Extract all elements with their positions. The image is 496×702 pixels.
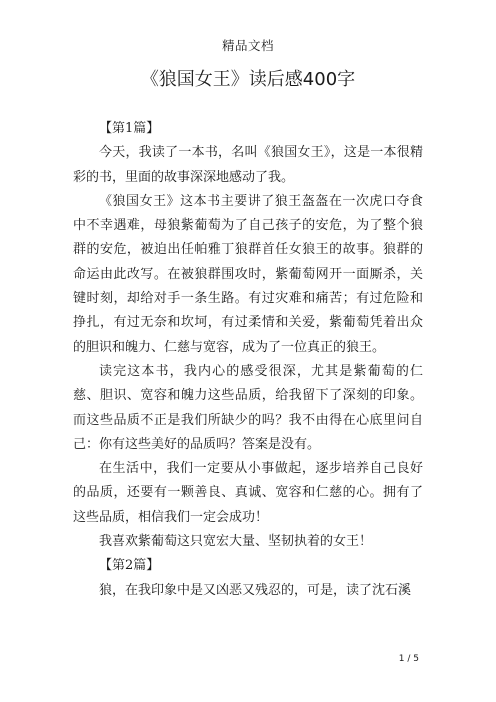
paragraph: 《狼国女王》这本书主要讲了狼王盔盔在一次虎口夺食中不幸遇难，母狼紫葡萄为了自己孩子的安危，为了整个狼群的安危，被迫出任帕雅丁狼群首任女狼王的故事。狼群的命运由此改写。在被狼群围攻时，紫葡萄网开一面厮杀，关键时刻，却给对手一条生路。有过灾难和痛苦；有过危险和挣扎，有过无奈和坎坷，有过柔情和关爱，紫葡萄凭着出众的胆识和魄力、仁慈与宽容，成为了一位真正的狼王。 bbox=[73, 193, 423, 355]
paragraph: 我喜欢紫葡萄这只宽宏大量、坚韧执着的女王！ bbox=[99, 534, 373, 550]
paragraph: 狼，在我印象中是又凶恶又残忍的，可是，读了沈石溪 bbox=[99, 582, 412, 598]
page-number: 1 / 5 bbox=[398, 654, 419, 664]
paragraph: 在生活中，我们一定要从小事做起，逐步培养自己良好的品质，还要有一颗善良、真诚、宽容和仁慈的心。拥有了这些品质，相信我们一定会成功！ bbox=[73, 461, 423, 525]
section-heading: 【第2篇】 bbox=[99, 558, 160, 574]
paragraph: 今天，我读了一本书，名叫《狼国女王》，这是一本很精彩的书，里面的故事深深地感动了我。 bbox=[73, 145, 423, 185]
header-label: 精品文档 bbox=[221, 38, 274, 53]
document-title: 《狼国女王》读后感400字 bbox=[140, 69, 356, 90]
paragraph: 读完这本书，我内心的感受很深，尤其是紫葡萄的仁慈、胆识、宽容和魄力这些品质，给我留下了深刻的印象。而这些品质不正是我们所缺少的吗？我不由得在心底里问自己：你有这些美好的品质吗？答案是没有。 bbox=[73, 363, 423, 452]
document-body bbox=[73, 117, 423, 603]
section-heading: 【第1篇】 bbox=[99, 121, 160, 136]
